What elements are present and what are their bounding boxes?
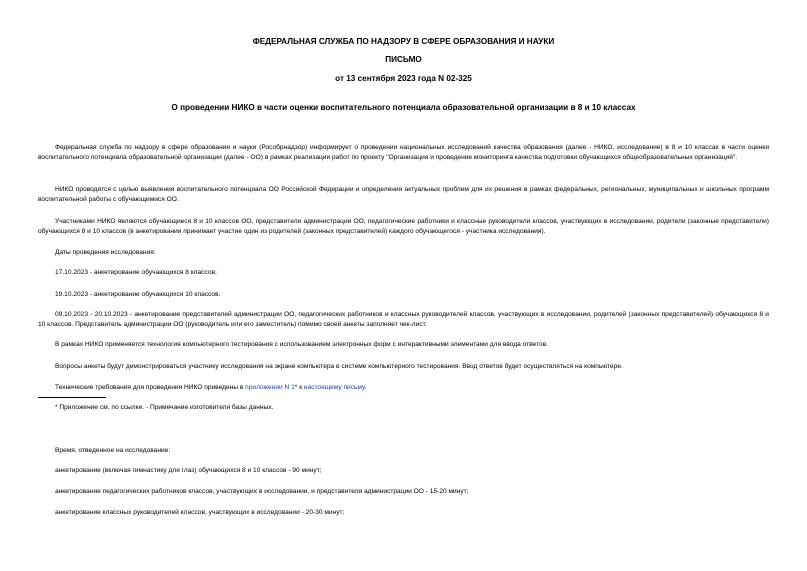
document-type: ПИСЬМО <box>385 55 422 64</box>
requirements-text-mid: * к <box>294 384 304 391</box>
requirements-text-suffix: . <box>364 384 367 391</box>
footnote-divider <box>38 397 106 398</box>
document-subject: О проведении НИКО в части оценки воспитательного потенциала образовательной организации в 8 и 10 классах <box>171 103 636 112</box>
agency-title: ФЕДЕРАЛЬНАЯ СЛУЖБА ПО НАДЗОРУ В СФЕРЕ ОБРАЗОВАНИЯ И НАУКИ <box>252 37 555 46</box>
paragraph-intro: Федеральная служба по надзору в сфере образования и науки (Рособрнадзор) информирует о проведении национальных исследований качества образования (далее - НИКО, исследование) в 8 и 10 классах в части оценки воспитательного потенциала образовательной организации (далее - ОО) в рамках реализации работ по проекту "Организация и проведение мониторинга качества подготовки обучающихся общеобразовательных организаций". <box>38 144 769 162</box>
paragraph-purpose: НИКО проводятся с целью выявления воспитательного потенциала ОО Российской Федерации и определения актуальных проблем для их решения в рамках федеральных, региональных, муниципальных и школьных программ воспитательной работы с обучающимися ОО. <box>38 186 769 204</box>
footnote: * Приложение см. по ссылке. - Примечание изготовителя базы данных. <box>55 404 274 411</box>
document-date-number: от 13 сентября 2023 года N 02-325 <box>335 74 472 83</box>
letter-link[interactable]: настоящему письму <box>303 384 365 391</box>
paragraph-technology: В рамках НИКО применяется технология компьютерного тестирования с использованием электронных форм с интерактивными элементами для ввода ответов. <box>55 341 549 348</box>
time-item-3: анкетирование классных руководителей классов, участвующих в исследовании - 20-30 минут; <box>55 509 345 516</box>
time-label: Время, отведенное на исследование: <box>55 447 171 454</box>
date-item-2: 19.10.2023 - анкетирование обучающихся 10 классов. <box>55 291 221 298</box>
date-item-1: 17.10.2023 - анкетирование обучающихся 8 классов; <box>55 269 217 276</box>
paragraph-participants: Участниками НИКО являются обучающиеся 8 и 10 классов ОО, представители администрации ОО, педагогические работники и классные руководители классов, участвующих в исследовании, родители (законные представители) обучающихся 8 и 10 классов (в анкетировании принимает участие один из родителей (законных представителей) каждого обучающегося - участника исследования). <box>38 218 769 236</box>
time-item-2: анкетирование педагогических работников классов, участвующих в исследовании, и представителя администрации ОО - 15-20 минут; <box>55 488 469 495</box>
paragraph-requirements <box>55 383 367 393</box>
paragraph-survey-period: 09.10.2023 - 20.10.2023 - анкетирование представителей администрации ОО, педагогических работников и классных руководителей классов, участвующих в исследовании, родителей (законных представителей) обучающихся 8 и 10 классов. Представитель администрации ОО (руководитель или его заместитель) помимо своей анкеты заполняет чек-лист. <box>38 311 769 329</box>
requirements-text-prefix: Технические требования для проведения НИКО приведены в <box>55 384 246 391</box>
dates-label: Даты проведения исследования: <box>55 249 156 256</box>
paragraph-questionnaire: Вопросы анкеты будут демонстрироваться участнику исследования на экране компьютера в системе компьютерного тестирования. Ввод ответов будет осуществляться на компьютере. <box>55 363 623 370</box>
time-item-1: анкетирование (включая гимнастику для глаз) обучающихся 8 и 10 классов - 90 минут; <box>55 467 322 474</box>
appendix-link[interactable]: приложении N 1 <box>245 384 295 391</box>
